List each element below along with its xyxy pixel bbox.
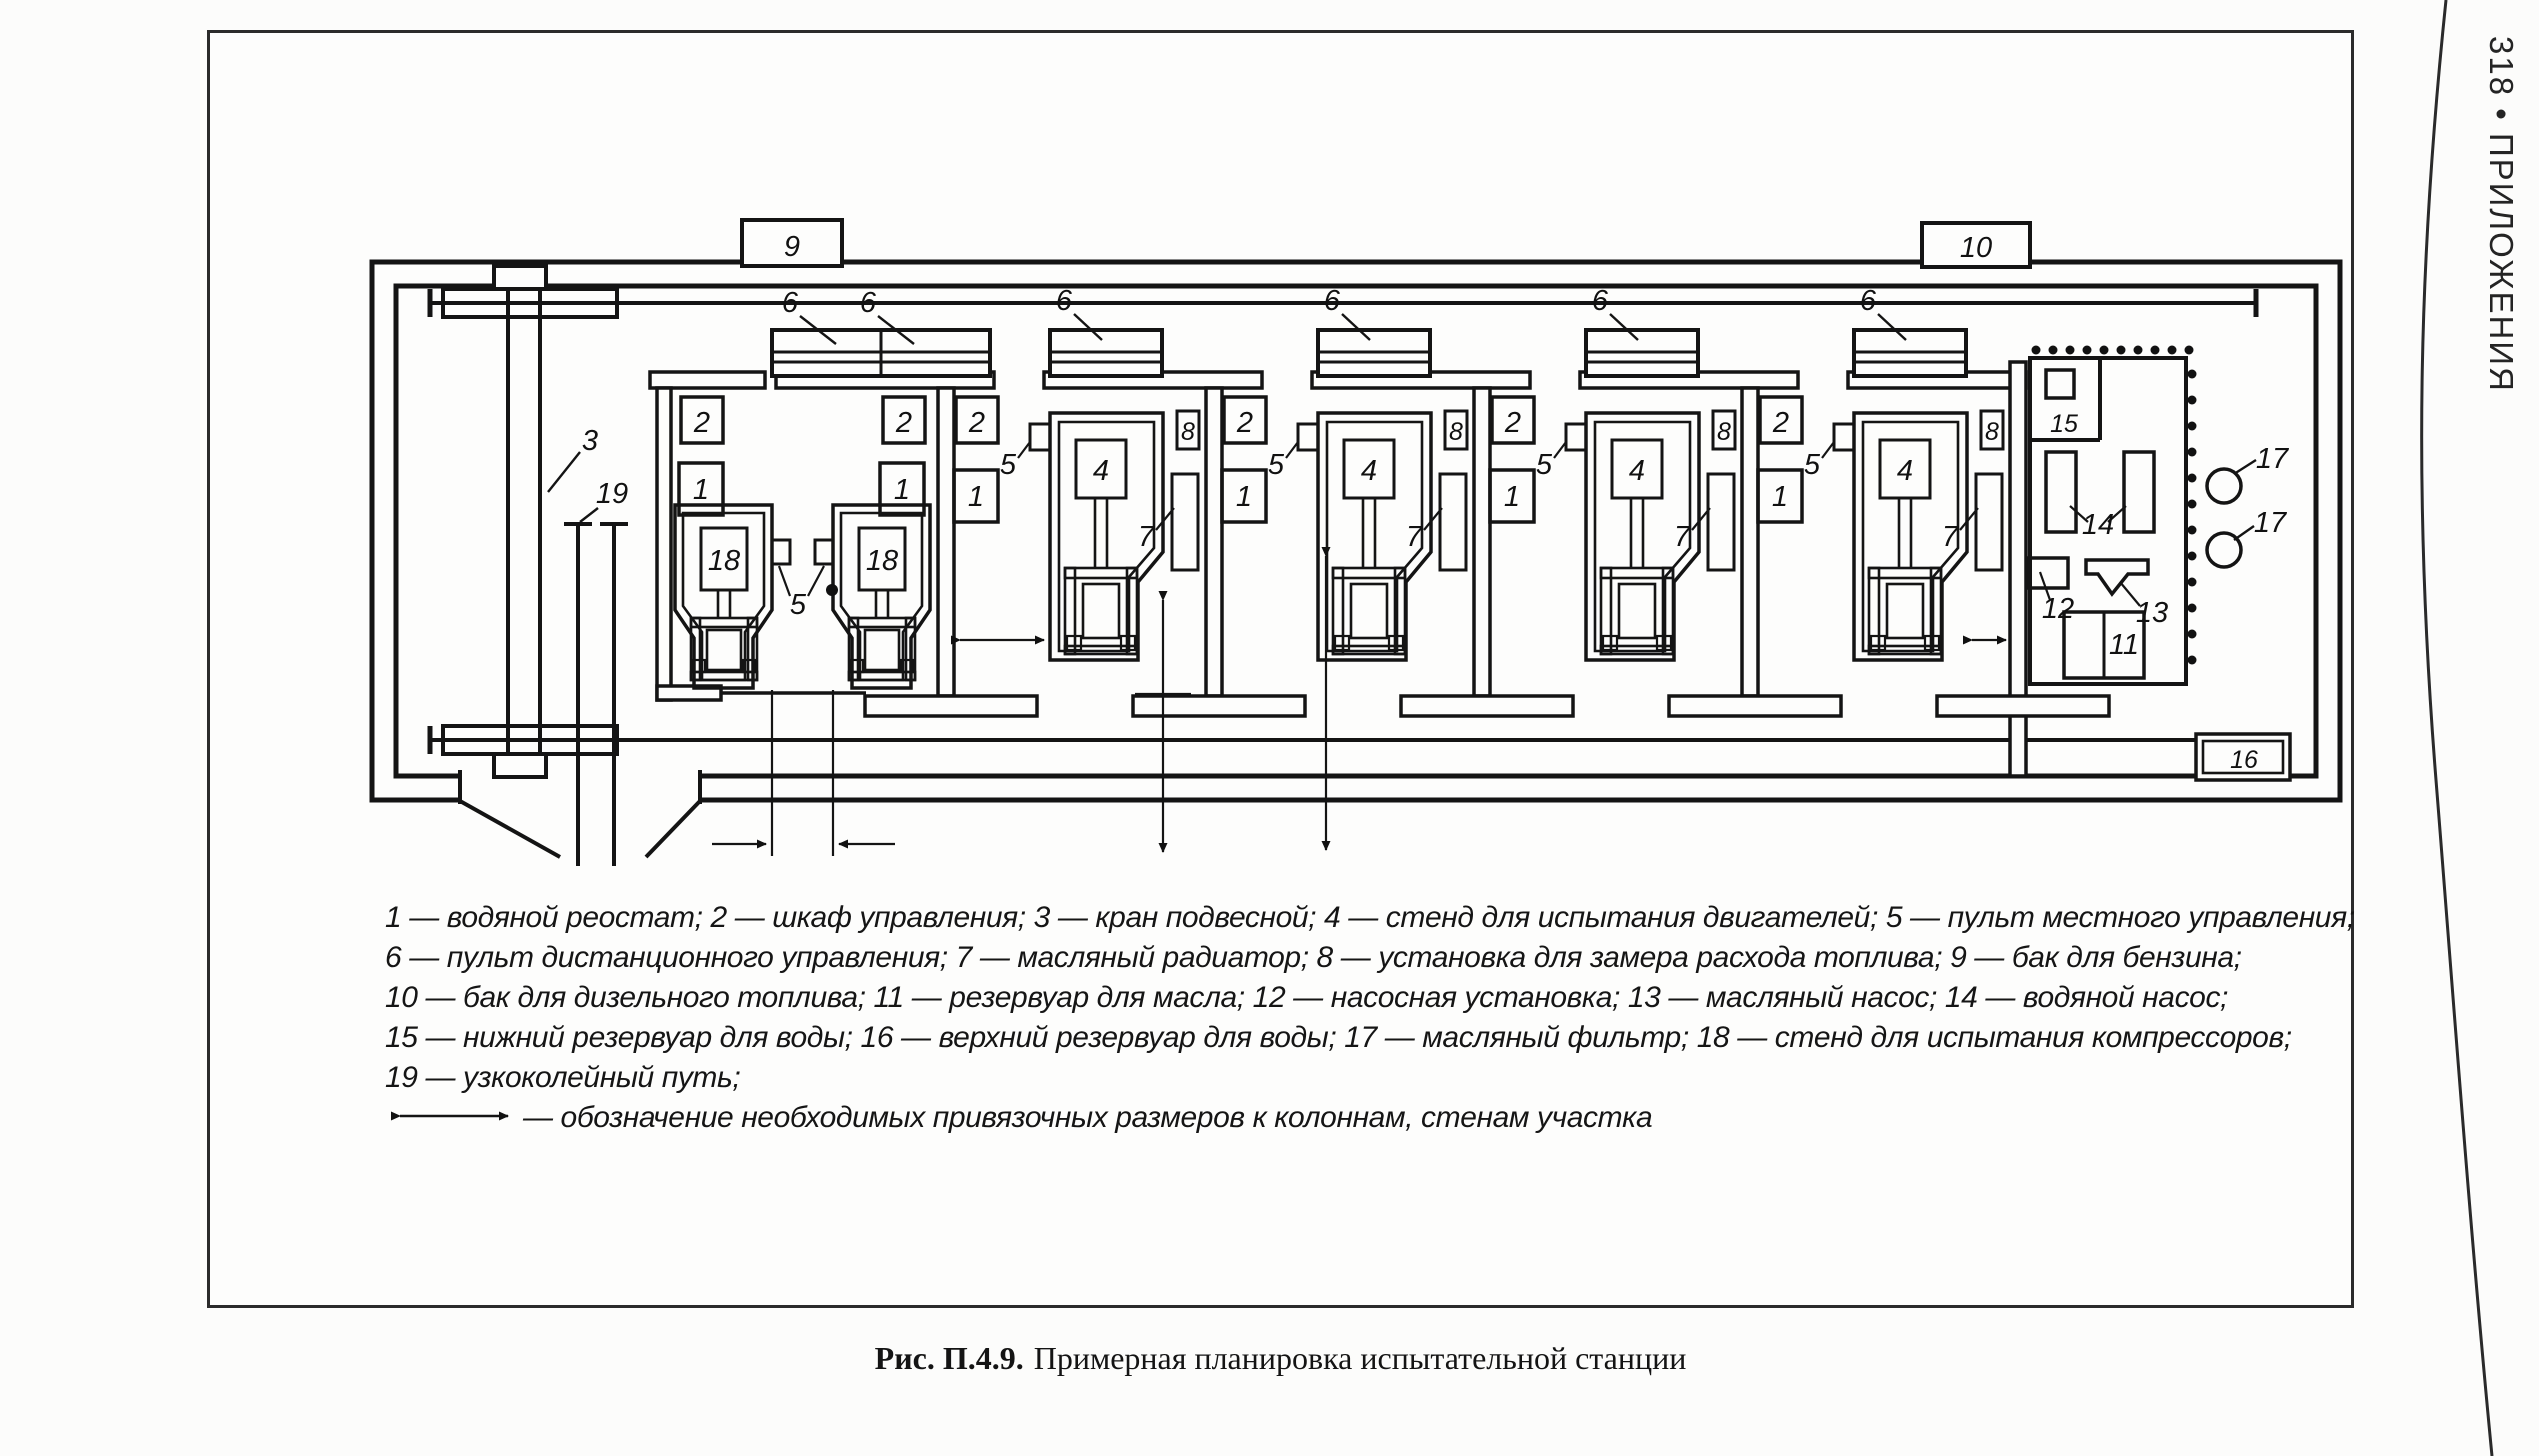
callout-local-panel: 5 [999,449,1017,481]
callout-radiator: 7 [1405,521,1423,553]
callout-remote-panel: 6 [1591,285,1609,317]
callout-radiator: 7 [1137,521,1155,553]
callout-remote-panel: 6 [859,287,877,319]
figure-title: Примерная планировка испытательной станции [1033,1340,1687,1376]
callout-engine-stand: 4 [1896,455,1914,487]
engine-bay [1758,397,2003,660]
engine-bay [1222,397,1467,660]
callout-compressor-stand: 18 [865,545,899,577]
callout-rheostat: 1 [1771,481,1789,513]
callout-rheostat: 1 [893,474,911,506]
callout-upper-tank: 16 [2230,746,2258,774]
callout-rheostat: 1 [1503,481,1521,513]
legend-line: 6 — пульт дистанционного управления; 7 — масляный радиатор; 8 — установка для замера расхода топлива; 9 — бак для бензина; [385,941,2242,974]
callout-oil-filter: 17 [2253,507,2287,539]
legend-line: 19 — узкоколейный путь; [385,1061,741,1094]
callout-local-panel: 5 [1803,449,1821,481]
remote-consoles [772,314,1966,376]
callout-remote-panel: 6 [1055,285,1073,317]
figure-caption [207,1340,2354,1377]
legend-line: 1 — водяной реостат; 2 — шкаф управления; 3 — кран подвесной; 4 — стенд для испытания двигателей; 5 — пульт местного управления; [385,901,2355,934]
callout-track: 19 [595,478,629,510]
engine-bay [1490,397,1735,660]
callout-engine-stand: 4 [1092,455,1110,487]
callout-oil-pump: 13 [2135,597,2169,629]
callout-water-pump: 14 [2081,509,2115,541]
callout-remote-panel: 6 [781,287,799,319]
callout-remote-panel: 6 [1323,285,1341,317]
callout-fuel-meter: 8 [1181,418,1195,446]
legend-line: 15 — нижний резервуар для воды; 16 — верхний резервуар для воды; 17 — масляный фильтр; 18 — стенд для испытания компрессоров; [385,1021,2292,1054]
callout-pump-unit: 12 [2041,593,2075,625]
callout-engine-stand: 4 [1628,455,1646,487]
callout-cabinet: 2 [895,407,913,439]
callout-fuel-meter: 8 [1449,418,1463,446]
callout-diesel-tank: 10 [1959,232,1993,264]
callout-local-panel: 5 [1267,449,1285,481]
callout-crane: 3 [581,425,599,457]
callout-radiator: 7 [1941,521,1959,553]
callout-local-panel: 5 [1535,449,1553,481]
callout-engine-stand: 4 [1360,455,1378,487]
callout-fuel-meter: 8 [1717,418,1731,446]
callout-compressor-stand: 18 [707,545,741,577]
callout-remote-panel: 6 [1859,285,1877,317]
callout-cabinet: 2 [693,407,711,439]
callout-local-panel: 5 [789,589,807,621]
callout-rheostat: 1 [1235,481,1253,513]
callout-petrol-tank: 9 [783,231,801,263]
figure-number: Рис. П.4.9. [874,1340,1024,1376]
legend-line: 10 — бак для дизельного топлива; 11 — резервуар для масла; 12 — насосная установка; 13 — масляный насос; 14 — водяной насос; [385,981,2228,1014]
callout-rheostat: 1 [967,481,985,513]
legend-line-dimension-key: — обозначение необходимых привязочных размеров к колоннам, стенам участка [523,1101,1653,1134]
callout-cabinet: 2 [1504,407,1522,439]
callout-fuel-meter: 8 [1985,418,1999,446]
callout-radiator: 7 [1673,521,1691,553]
callout-lower-tank: 15 [2050,410,2078,438]
diagram-legend [385,898,2355,1138]
callout-cabinet: 2 [1236,407,1254,439]
narrow-gauge-track [564,508,628,866]
callout-oil-filter: 17 [2255,443,2289,475]
callout-oil-reservoir: 11 [2108,629,2140,661]
compressor-bay [675,397,930,688]
callout-rheostat: 1 [692,474,710,506]
callout-cabinet: 2 [1772,407,1790,439]
callout-cabinet: 2 [968,407,986,439]
running-head: 318 • ПРИЛОЖЕНИЯ [2483,36,2520,393]
